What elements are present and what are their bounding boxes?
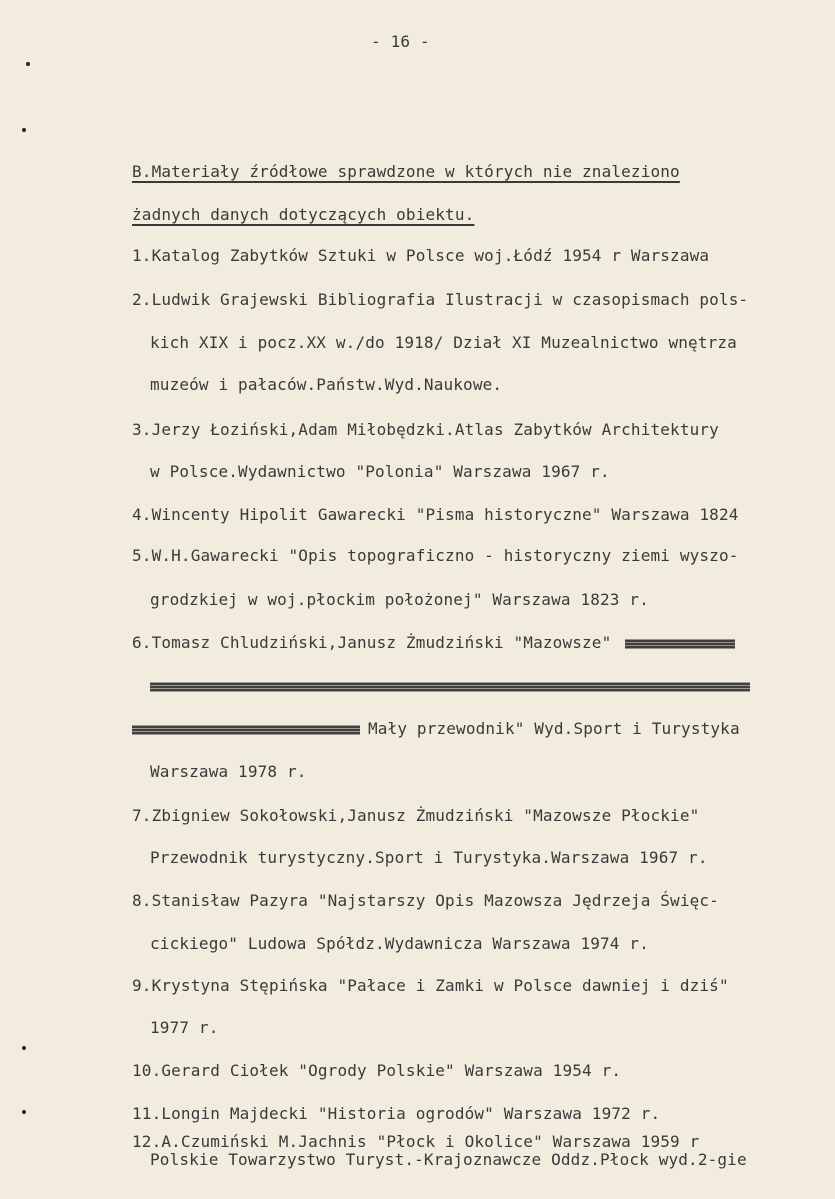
entry-9-line2: 1977 r.: [150, 1018, 219, 1037]
struck-out-text: [150, 680, 750, 694]
struck-out-text: [625, 637, 735, 651]
margin-speck: [22, 128, 26, 132]
entry-12-line1: 12.A.Czumiński M.Jachnis "Płock i Okolice" Warszawa 1959 r: [132, 1132, 700, 1151]
entry-2-line1: 2.Ludwik Grajewski Bibliografia Ilustracji w czasopismach pols-: [132, 290, 749, 309]
entry-6-text: 6.Tomasz Chludziński,Janusz Żmudziński "Mazowsze": [132, 633, 612, 652]
entry-9-line1: 9.Krystyna Stępińska "Pałace i Zamki w Polsce dawniej i dziś": [132, 976, 729, 995]
entry-6-line1: [132, 633, 735, 652]
entry-5-line2: grodzkiej w woj.płockim położonej" Warszawa 1823 r.: [150, 590, 649, 609]
entry-1: 1.Katalog Zabytków Sztuki w Polsce woj.Łódź 1954 r Warszawa: [132, 246, 710, 265]
margin-speck: [22, 1046, 26, 1050]
entry-7-line1: 7.Zbigniew Sokołowski,Janusz Żmudziński "Mazowsze Płockie": [132, 806, 700, 825]
struck-out-text: [132, 723, 360, 737]
margin-speck: [22, 1110, 26, 1114]
entry-4: 4.Wincenty Hipolit Gawarecki "Pisma historyczne" Warszawa 1824: [132, 505, 739, 524]
section-heading-line1: B.Materiały źródłowe sprawdzone w których nie znaleziono: [132, 162, 680, 181]
entry-8-line2: cickiego" Ludowa Spółdz.Wydawnicza Warszawa 1974 r.: [150, 934, 649, 953]
entry-11: 11.Longin Majdecki "Historia ogrodów" Warszawa 1972 r.: [132, 1104, 661, 1123]
page-number: - 16 -: [371, 32, 430, 51]
entry-10: 10.Gerard Ciołek "Ogrody Polskie" Warszawa 1954 r.: [132, 1061, 622, 1080]
entry-6-line4: Warszawa 1978 r.: [150, 762, 307, 781]
entry-3-line1: 3.Jerzy Łoziński,Adam Miłobędzki.Atlas Zabytków Architektury: [132, 420, 719, 439]
entry-6-line2: [150, 676, 750, 695]
entry-6-text-continued: Mały przewodnik" Wyd.Sport i Turystyka: [368, 719, 740, 738]
entry-2-line3: muzeów i pałaców.Państw.Wyd.Naukowe.: [150, 375, 503, 394]
entry-2-line2: kich XIX i pocz.XX w./do 1918/ Dział XI Muzealnictwo wnętrza: [150, 333, 737, 352]
entry-12-line2: Polskie Towarzystwo Turyst.-Krajoznawcze Oddz.Płock wyd.2-gie: [150, 1150, 747, 1169]
margin-speck: [26, 62, 30, 66]
entry-6-line3: [132, 719, 740, 738]
section-heading-line2: żadnych danych dotyczących obiektu.: [132, 205, 475, 224]
entry-8-line1: 8.Stanisław Pazyra "Najstarszy Opis Mazowsza Jędrzeja Święc-: [132, 891, 719, 910]
entry-7-line2: Przewodnik turystyczny.Sport i Turystyka.Warszawa 1967 r.: [150, 848, 708, 867]
entry-3-line2: w Polsce.Wydawnictwo "Polonia" Warszawa 1967 r.: [150, 462, 610, 481]
entry-5-line1: 5.W.H.Gawarecki "Opis topograficzno - historyczny ziemi wyszo-: [132, 546, 739, 565]
